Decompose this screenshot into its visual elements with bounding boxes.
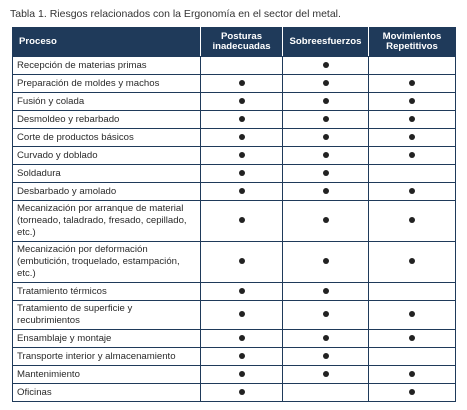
proceso-cell: Mecanización por deformación (embutición, troquelado, estampación, etc.) <box>13 242 201 283</box>
sobreesfuerzos-cell <box>283 384 369 402</box>
table-row <box>13 283 456 301</box>
proceso-cell: Mantenimiento <box>13 366 201 384</box>
table-row <box>13 330 456 348</box>
proceso-cell: Tratamiento térmicos <box>13 283 201 301</box>
sobreesfuerzos-cell <box>283 348 369 366</box>
bullet-dot-icon <box>409 188 415 194</box>
posturas-cell <box>201 366 283 384</box>
bullet-dot-icon <box>323 170 329 176</box>
table-row <box>13 183 456 201</box>
table-row <box>13 147 456 165</box>
movimientos-cell <box>369 147 456 165</box>
posturas-cell <box>201 111 283 129</box>
proceso-cell: Recepción de materias primas <box>13 57 201 75</box>
header-posturas-inadecuadas: Posturas inadecuadas <box>201 28 283 57</box>
bullet-dot-icon <box>323 152 329 158</box>
movimientos-cell <box>369 75 456 93</box>
posturas-cell <box>201 201 283 242</box>
bullet-dot-icon <box>239 98 245 104</box>
bullet-dot-icon <box>239 311 245 317</box>
bullet-dot-icon <box>239 152 245 158</box>
table-row <box>13 301 456 330</box>
proceso-cell: Tratamiento de superficie y recubrimientos <box>13 301 201 330</box>
sobreesfuerzos-cell <box>283 147 369 165</box>
bullet-dot-icon <box>239 116 245 122</box>
movimientos-cell <box>369 348 456 366</box>
table-caption: Tabla 1. Riesgos relacionados con la Ergonomía en el sector del metal. <box>10 8 341 20</box>
posturas-cell <box>201 75 283 93</box>
bullet-dot-icon <box>409 258 415 264</box>
bullet-dot-icon <box>409 389 415 395</box>
bullet-dot-icon <box>409 335 415 341</box>
table-row <box>13 242 456 283</box>
header-movimientos-repetitivos: Movimientos Repetitivos <box>369 28 456 57</box>
movimientos-cell <box>369 129 456 147</box>
bullet-dot-icon <box>239 80 245 86</box>
movimientos-cell <box>369 301 456 330</box>
table-row <box>13 75 456 93</box>
bullet-dot-icon <box>239 258 245 264</box>
bullet-dot-icon <box>323 258 329 264</box>
movimientos-cell <box>369 165 456 183</box>
posturas-cell <box>201 57 283 75</box>
bullet-dot-icon <box>323 353 329 359</box>
table-row <box>13 165 456 183</box>
proceso-cell: Mecanización por arranque de material (torneado, taladrado, fresado, cepillado, etc.) <box>13 201 201 242</box>
bullet-dot-icon <box>323 217 329 223</box>
table-row <box>13 111 456 129</box>
bullet-dot-icon <box>239 371 245 377</box>
bullet-dot-icon <box>409 134 415 140</box>
bullet-dot-icon <box>409 80 415 86</box>
proceso-cell: Fusión y colada <box>13 93 201 111</box>
movimientos-cell <box>369 201 456 242</box>
table-row <box>13 93 456 111</box>
proceso-cell: Ensamblaje y montaje <box>13 330 201 348</box>
sobreesfuerzos-cell <box>283 57 369 75</box>
proceso-cell: Transporte interior y almacenamiento <box>13 348 201 366</box>
bullet-dot-icon <box>239 389 245 395</box>
proceso-cell: Soldadura <box>13 165 201 183</box>
bullet-dot-icon <box>323 311 329 317</box>
sobreesfuerzos-cell <box>283 301 369 330</box>
sobreesfuerzos-cell <box>283 283 369 301</box>
table-row <box>13 384 456 402</box>
sobreesfuerzos-cell <box>283 165 369 183</box>
bullet-dot-icon <box>239 353 245 359</box>
sobreesfuerzos-cell <box>283 111 369 129</box>
proceso-cell: Oficinas <box>13 384 201 402</box>
bullet-dot-icon <box>239 170 245 176</box>
posturas-cell <box>201 183 283 201</box>
proceso-cell: Corte de productos básicos <box>13 129 201 147</box>
posturas-cell <box>201 330 283 348</box>
ergonomic-risks-table <box>12 27 456 402</box>
posturas-cell <box>201 348 283 366</box>
posturas-cell <box>201 165 283 183</box>
movimientos-cell <box>369 330 456 348</box>
sobreesfuerzos-cell <box>283 242 369 283</box>
bullet-dot-icon <box>409 98 415 104</box>
proceso-cell: Preparación de moldes y machos <box>13 75 201 93</box>
sobreesfuerzos-cell <box>283 93 369 111</box>
proceso-cell: Desbarbado y amolado <box>13 183 201 201</box>
table-row <box>13 129 456 147</box>
sobreesfuerzos-cell <box>283 183 369 201</box>
posturas-cell <box>201 147 283 165</box>
table-row <box>13 348 456 366</box>
bullet-dot-icon <box>323 371 329 377</box>
posturas-cell <box>201 301 283 330</box>
proceso-cell: Curvado y doblado <box>13 147 201 165</box>
sobreesfuerzos-cell <box>283 75 369 93</box>
sobreesfuerzos-cell <box>283 201 369 242</box>
movimientos-cell <box>369 57 456 75</box>
table-header-row <box>13 28 456 57</box>
bullet-dot-icon <box>239 217 245 223</box>
sobreesfuerzos-cell <box>283 366 369 384</box>
bullet-dot-icon <box>323 98 329 104</box>
bullet-dot-icon <box>323 288 329 294</box>
posturas-cell <box>201 283 283 301</box>
bullet-dot-icon <box>323 62 329 68</box>
bullet-dot-icon <box>323 80 329 86</box>
header-proceso: Proceso <box>13 28 201 57</box>
table-row <box>13 366 456 384</box>
table-row <box>13 57 456 75</box>
movimientos-cell <box>369 366 456 384</box>
movimientos-cell <box>369 111 456 129</box>
bullet-dot-icon <box>239 134 245 140</box>
bullet-dot-icon <box>239 288 245 294</box>
movimientos-cell <box>369 242 456 283</box>
sobreesfuerzos-cell <box>283 129 369 147</box>
posturas-cell <box>201 384 283 402</box>
posturas-cell <box>201 93 283 111</box>
bullet-dot-icon <box>323 134 329 140</box>
movimientos-cell <box>369 93 456 111</box>
sobreesfuerzos-cell <box>283 330 369 348</box>
header-sobreesfuerzos: Sobreesfuerzos <box>283 28 369 57</box>
bullet-dot-icon <box>409 116 415 122</box>
posturas-cell <box>201 242 283 283</box>
bullet-dot-icon <box>409 311 415 317</box>
bullet-dot-icon <box>323 335 329 341</box>
bullet-dot-icon <box>239 188 245 194</box>
bullet-dot-icon <box>409 371 415 377</box>
table-row <box>13 201 456 242</box>
bullet-dot-icon <box>323 116 329 122</box>
proceso-cell: Desmoldeo y rebarbado <box>13 111 201 129</box>
bullet-dot-icon <box>409 152 415 158</box>
movimientos-cell <box>369 384 456 402</box>
bullet-dot-icon <box>409 217 415 223</box>
posturas-cell <box>201 129 283 147</box>
movimientos-cell <box>369 183 456 201</box>
bullet-dot-icon <box>239 335 245 341</box>
movimientos-cell <box>369 283 456 301</box>
bullet-dot-icon <box>323 188 329 194</box>
